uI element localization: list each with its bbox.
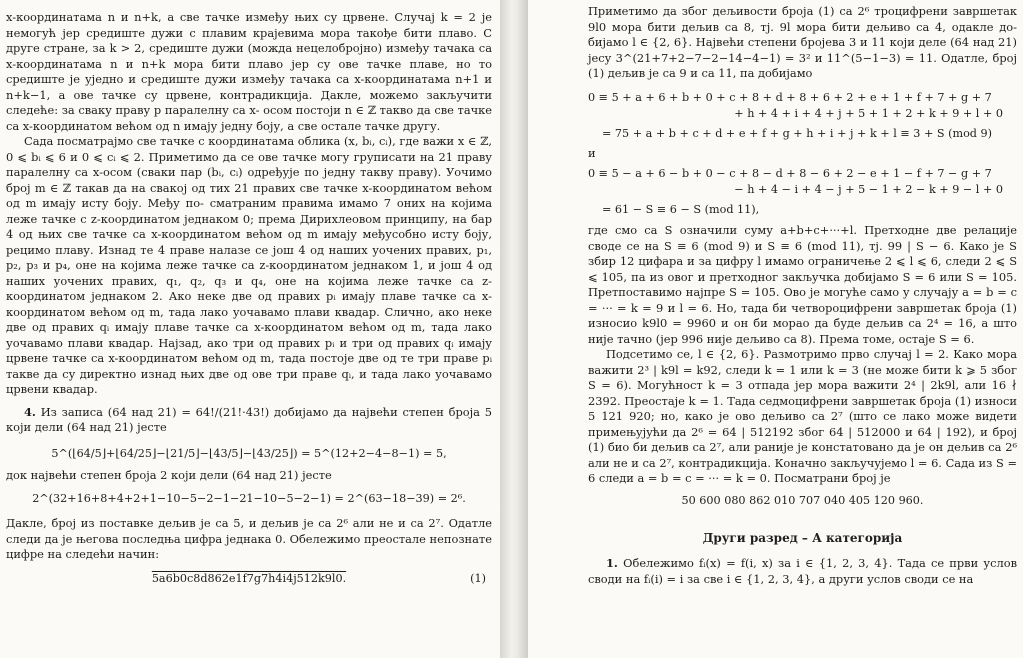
- text-line: x-координатом већом од m имају међусобно исту боју, рецимо плаву.: [6, 227, 493, 257]
- text-line: се на S ≡ 6 (mod 9) и S ≡ 6 (mod 11), тј. 99 | S − 6. Како је S збир 12: [588, 238, 1017, 268]
- text-line: осом постоји n ∈ ℤ такво да све тачке са x-координатом већом од n: [6, 103, 493, 133]
- text-line: био би дељив са 2⁷, али раније је констатовано да је он дељив са 2⁶ али: [588, 440, 1018, 470]
- problem-4-intro: [6, 405, 492, 436]
- paragraph-lines: [6, 134, 492, 398]
- text-line: Из записа (64 над 21) = 64!/(21!·43!) добијамо да највећи степен броја 5 који: [6, 404, 492, 434]
- text-line: и p₄, оне на којима леже тачке са z-координатом једнаком 1, и још 4 од: [42, 258, 492, 272]
- final-number: 50 600 080 862 010 707 040 405 120 960.: [681, 493, 924, 507]
- text-line: од ове три праве qᵢ, и тада лако уочавамо црвени квадар.: [6, 366, 492, 396]
- text-line: Дакле, број из поставке дељив је са 5, и дељив је са 2⁶ али не и са: [6, 516, 424, 530]
- text-line: своди на fᵢ(i) = i за све i ∈ {1, 2, 3, 4}, а други услов своди се на: [588, 571, 974, 586]
- text-line: Изнад те 4 праве налазе се још 4 од наших уочених правих, p₁, p₂, p₃: [6, 242, 492, 272]
- text-line: једнаком 0; према Дирихлеовом принципу, на бар 4 од њих све тачке са: [6, 211, 493, 241]
- text-line: 9l0 мора бити дељив са 8, тј. 9l мора бити дељиво са 4, одакле до-: [588, 19, 1017, 34]
- right-page: [528, 0, 1023, 658]
- text-line: 3^(21+7+2−7−2−14−4−1) = 3² и 11^(5−1−3) = 11. Одатле, број (1) дељив је са 9 и: [588, 50, 1017, 80]
- text-line: између тачака са x-координатама n и n+k мора бити плаво јер су ове: [6, 41, 492, 71]
- text-line: груписати на 21 праву паралелну са x-осом (сваки пар (bᵢ, cᵢ) одређује: [6, 149, 492, 179]
- paragraph-lines: [588, 556, 1017, 586]
- text-line: преостале непознате цифре на следећи начин:: [6, 531, 492, 561]
- text-line: је немогућ јер средиште дужи с плавим крајевима мора такође бити: [6, 10, 492, 40]
- equation-mod11-line1: 0 ≡ 5 − a + 6 − b + 0 − c + 8 − d + 8 − 6 + 2 − e + 1 − f + 7 − g + 7: [588, 167, 992, 180]
- text-line: Сада посматрајмо све тачке с координатама облика (x, bᵢ, cᵢ), где: [24, 134, 420, 148]
- text-line: најпре S = 105. Ово је могуће само у случају a = b = c = ··· = k = 9 и: [588, 285, 1017, 315]
- text-line: сматраним правима имамо 7 оних на којима леже тачке с z-координатом: [6, 196, 492, 226]
- paragraph-lines: [6, 516, 492, 563]
- text-line: следи a = b = c = ··· = k = 0. Посматрани број је: [598, 471, 891, 485]
- text-line: 9960 и он би морао да буде дељив са 2⁴ = 16, а што није тачно (јер 996: [588, 316, 1017, 346]
- problem-number: 4.: [24, 404, 36, 419]
- text-line: правих све тачке x-координатом већом од m имају исту боју. Међу по-: [6, 180, 493, 210]
- section-heading: Други разред – А категорија: [702, 530, 903, 545]
- conjunction: и: [588, 145, 596, 160]
- text-line: наших уочених правих, q₁, q₂, q₃ и q₄, оне на којима леже тачке са z-: [6, 273, 492, 288]
- text-line: Обележимо fᵢ(x) = f(i, x) за i ∈ {1, 2, 3, 4}. Тада се први услов: [623, 556, 1017, 570]
- text-line: имају једну боју, а све остале тачке другу.: [183, 118, 441, 133]
- text-line: x-координатама n и n+k, а све тачке између њих су црвене. Случај k = 2: [6, 10, 476, 24]
- text-line: важити 2³ | k9l = k92, следи k = 1 или k = 3 (не може бити k ⩾ 5: [588, 362, 988, 377]
- left-page: [0, 0, 500, 658]
- text-line: и три од правих qᵢ имају црвене тачке са x-координатом већом од m,: [6, 335, 492, 365]
- text-line: Приметимо да због дељивости броја (1) са 2⁶ троцифрени завршетак: [588, 4, 1017, 18]
- text-line: плаво. С друге стране, за k > 2, средиште дужи (можда нецелобројно): [6, 25, 492, 55]
- text-line: овог и претходног закључка добијамо S = 6 или S = 105. Претпоставимо: [588, 269, 1017, 299]
- text-line: дели (64 над 21) јесте: [34, 420, 167, 434]
- equation-tag: (1): [470, 571, 486, 585]
- text-line: l = 6. Но, тада би четвороцифрени завршетак броја (1) износио k9l0 =: [588, 300, 1017, 330]
- text-line: примењујући да 2⁶ = 64 | 512192 због 64 | 512000 и 64 | 192), и број (1): [588, 424, 1017, 454]
- equation-mod11-line3: = 61 − S ≡ 6 − S (mod 11),: [602, 203, 760, 216]
- equation-mod11-line2: − h + 4 − i + 4 − j + 5 − 1 + 2 − k + 9 − l + 0: [734, 183, 1003, 196]
- digit-pattern-number: 5a6b0c8d862e1f7g7h4i4j512k9l0.: [151, 571, 347, 585]
- text-line: где смо са S означили суму a+b+c+···+l. Претходне две релације своде: [588, 223, 1017, 253]
- numbered-equation: [6, 571, 492, 587]
- book-gutter: [500, 0, 528, 658]
- equation-mod9-line3: = 75 + a + b + c + d + e + f + g + h + i + j + k + l ≡ 3 + S (mod 9): [602, 126, 993, 140]
- text-line: x-координатама n+1 и n+k−1, а ове тачке су црвене, контрадикција.: [6, 72, 492, 102]
- text-line: 16 ∤ 2392. Преостаје k = 1. Тада седмоцифрени завршетак броја (1): [588, 378, 1017, 408]
- paragraph-lines: [588, 4, 1017, 82]
- text-line: 2⁷. Одатле следи да је његова последња цифра једнака 0. Обележимо: [6, 516, 493, 546]
- paragraph-lines: [588, 223, 1017, 347]
- problem-1-intro: [588, 556, 1017, 587]
- text-line: не и са 2⁷, контрадикција. Коначно закључујемо l = 6. Сада из S = 6: [588, 455, 1017, 485]
- text-line: тачке плаве, но то средиште је уједно и средиште дужи између тачака са: [6, 56, 492, 86]
- equation-power-of-2: 2^(32+16+8+4+2+1−10−5−2−1−21−10−5−2−1) = 2^(63−18−39) = 2⁶.: [32, 492, 466, 505]
- text-line: бијамо l ∈ {2, 6}. Највећи степени бројева 3 и 11 који деле (64 над 21) јесу: [588, 35, 1017, 65]
- paragraph-lines: [6, 10, 492, 134]
- text-line: са 11, па добијамо: [701, 66, 813, 80]
- paragraph: док највећи степен броја 2 који дели (64 над 21) јесте: [6, 467, 332, 482]
- text-line: Подсетимо се, l ∈ {2, 6}. Размотримо прво случај l = 2. Како мора: [606, 347, 1017, 361]
- text-line: цифара и за цифру l имамо ограничење 2 ⩽ l ⩽ 6, следи 2 ⩽ S ⩽ 105, па из: [588, 254, 1017, 284]
- paragraph-lines: [6, 405, 492, 435]
- equation-mod9-line2: + h + 4 + i + 4 + j + 5 + 1 + 2 + k + 9 + l + 0: [734, 106, 1003, 120]
- text-line: по једну такву праву). Уочимо број m ∈ ℤ такав да на свакој од тих 21: [6, 165, 493, 195]
- text-line: x-координатом већом од m, тада лако уочавамо плави квадар. Слично,: [6, 289, 492, 319]
- problem-number: 1.: [606, 556, 618, 570]
- text-line: износи 5 121 920; но, како је ово дељиво са 2⁷ (што се лако може видети: [588, 393, 1017, 423]
- text-line: због S = 6). Могућност k = 3 отпада јер мора важити 2⁴ | 2k9l, али: [588, 362, 1017, 392]
- text-line: од m, тада лако уочавамо плави квадар. Најзад, ако три од правих pᵢ: [6, 320, 492, 350]
- equation-power-of-5: 5^(⌊64/5⌋+⌊64/25⌋−⌊21/5⌋−⌊43/5⌋−⌊43/25⌋) = 5^(12+2−4−8−1) = 5,: [51, 446, 447, 460]
- text-line: Дакле, можемо закључити следеће: за сваку праву p паралелну са x-: [6, 87, 492, 117]
- text-line: није дељиво са 8). Према томе, остаје S = 6.: [706, 331, 975, 346]
- text-line: важи x ∈ ℤ, 0 ⩽ bᵢ ⩽ 6 и 0 ⩽ cᵢ ⩽ 2. Приметимо да се ове тачке могу: [6, 134, 493, 164]
- paragraph-lines: [588, 347, 1017, 487]
- text-line: координатом једнаком 2. Ако неке две од правих pᵢ имају плаве тачке са: [6, 289, 476, 303]
- equation-mod9-line1: 0 ≡ 5 + a + 6 + b + 0 + c + 8 + d + 8 + 6 + 2 + e + 1 + f + 7 + g + 7: [588, 90, 992, 104]
- text-line: ако неке две од правих qᵢ имају плаве тачке са x-координатом већом: [6, 304, 492, 334]
- text-line: тада постоје две од те три праве pᵢ такве да су директно изнад њих две: [6, 351, 493, 381]
